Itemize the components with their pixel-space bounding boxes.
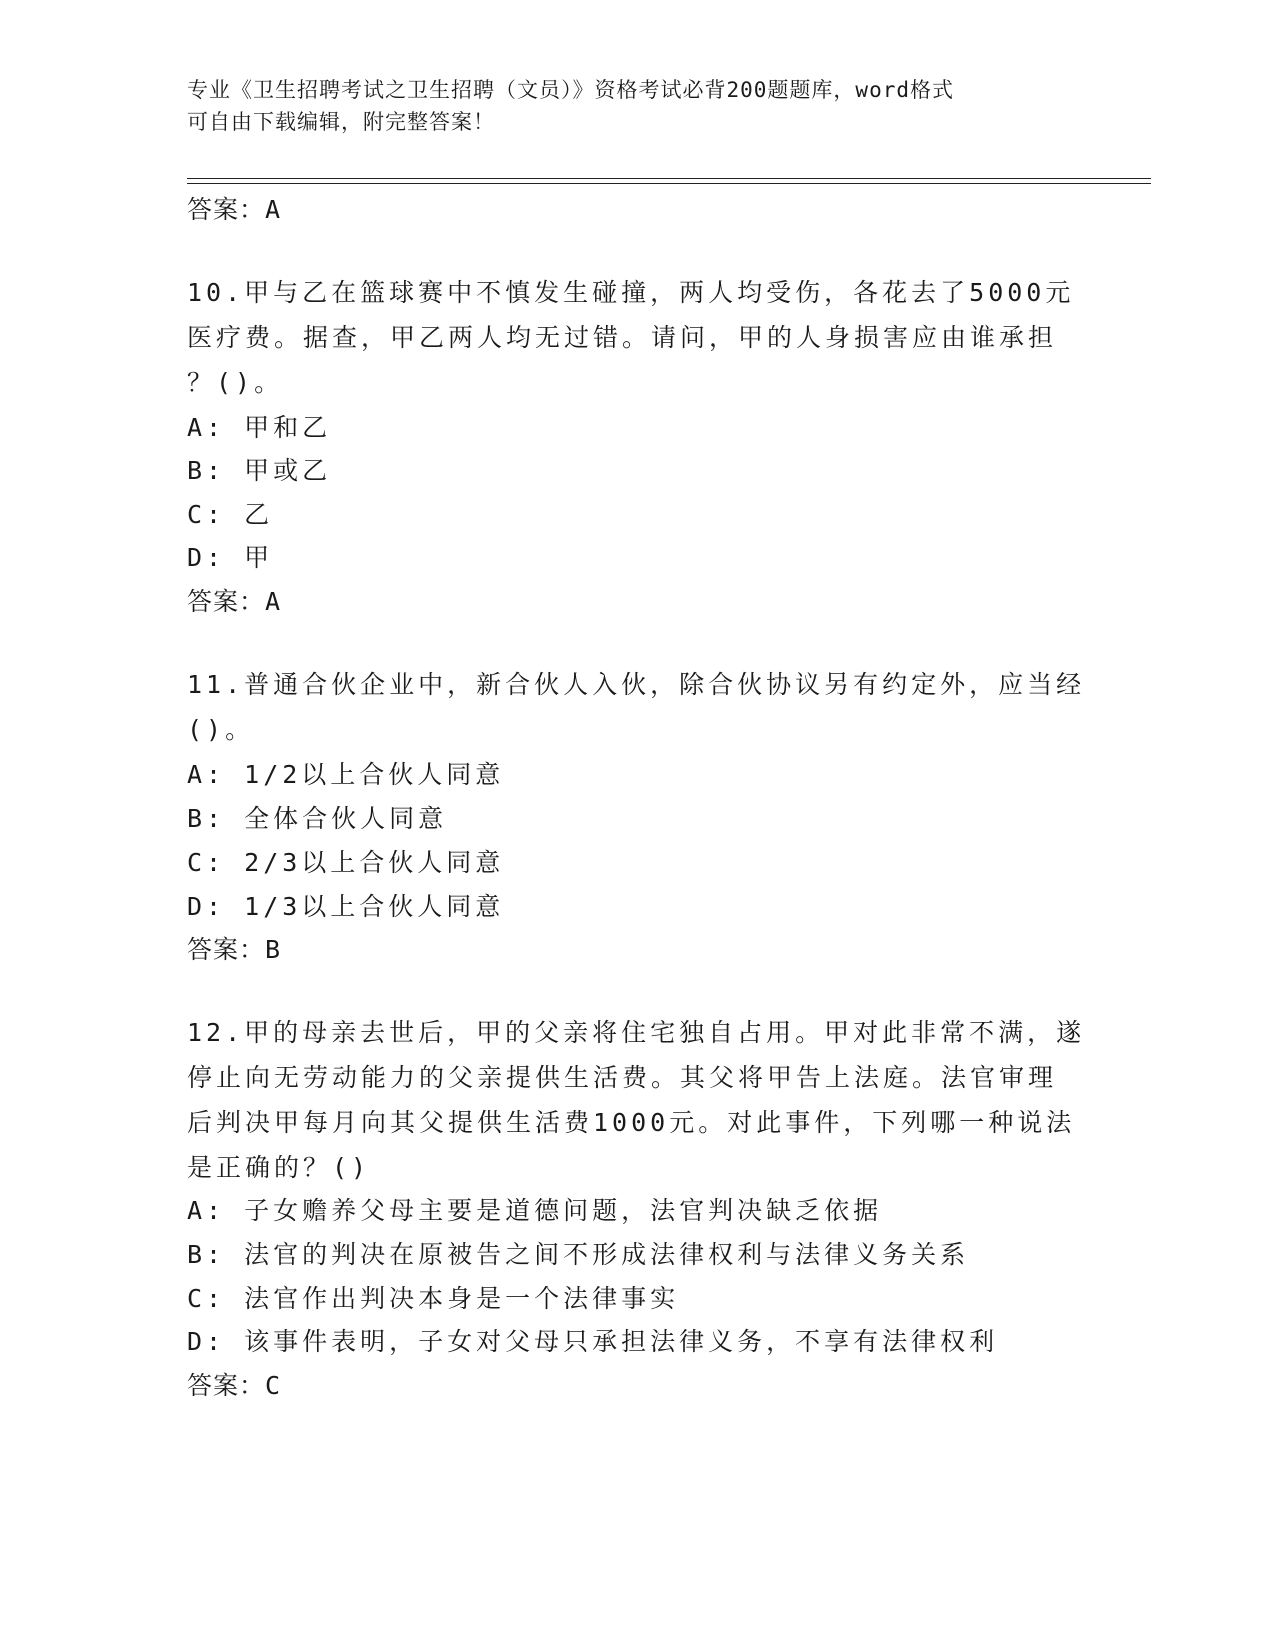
question-11-option-c: C: 2/3以上合伙人同意 (187, 848, 505, 877)
question-line: 后判决甲每月向其父提供生活费1000元。对此事件，下列哪一种说法 (187, 1108, 1076, 1137)
header-divider-bottom (187, 183, 1151, 184)
question-11-option-b: B: 全体合伙人同意 (187, 804, 448, 833)
question-line: ()。 (187, 715, 255, 744)
question-line: 医疗费。据查，甲乙两人均无过错。请问，甲的人身损害应由谁承担 (187, 323, 1058, 352)
header-divider-top (187, 178, 1151, 179)
document-header (187, 74, 1087, 138)
question-11-option-d: D: 1/3以上合伙人同意 (187, 892, 505, 921)
question-10-text (187, 270, 1087, 405)
question-line: 12.甲的母亲去世后，甲的父亲将住宅独自占用。甲对此非常不满，遂 (187, 1018, 1086, 1047)
question-12-option-a: A: 子女赡养父母主要是道德问题，法官判决缺乏依据 (187, 1196, 883, 1225)
header-line-2: 可自由下载编辑，附完整答案！ (187, 110, 495, 134)
question-line: ？()。 (187, 368, 284, 397)
question-line: 10.甲与乙在篮球赛中不慎发生碰撞，两人均受伤，各花去了5000元 (187, 278, 1075, 307)
question-line: 是正确的？() (187, 1153, 371, 1182)
header-line-1: 专业《卫生招聘考试之卫生招聘（文员）》资格考试必背200题题库，word格式 (187, 78, 954, 102)
question-11-answer: 答案：B (187, 935, 282, 964)
question-10-option-c: C: 乙 (187, 500, 274, 529)
question-12-option-b: B: 法官的判决在原被告之间不形成法律权利与法律义务关系 (187, 1240, 970, 1269)
question-line: 停止向无劳动能力的父亲提供生活费。其父将甲告上法庭。法官审理 (187, 1063, 1058, 1092)
question-11-text (187, 662, 1087, 752)
question-12-option-c: C: 法官作出判决本身是一个法律事实 (187, 1284, 680, 1313)
question-12-answer: 答案：C (187, 1371, 282, 1400)
question-10-option-a: A: 甲和乙 (187, 413, 332, 442)
question-10-answer: 答案：A (187, 587, 282, 616)
answer-label: 答案：A (187, 195, 282, 224)
question-11-option-a: A: 1/2以上合伙人同意 (187, 760, 505, 789)
question-line: 11.普通合伙企业中，新合伙人入伙，除合伙协议另有约定外，应当经 (187, 670, 1086, 699)
question-10-option-d: D: 甲 (187, 543, 274, 572)
question-12-text (187, 1010, 1087, 1190)
question-12-option-d: D: 该事件表明，子女对父母只承担法律义务，不享有法律权利 (187, 1327, 999, 1356)
question-10-option-b: B: 甲或乙 (187, 456, 332, 485)
